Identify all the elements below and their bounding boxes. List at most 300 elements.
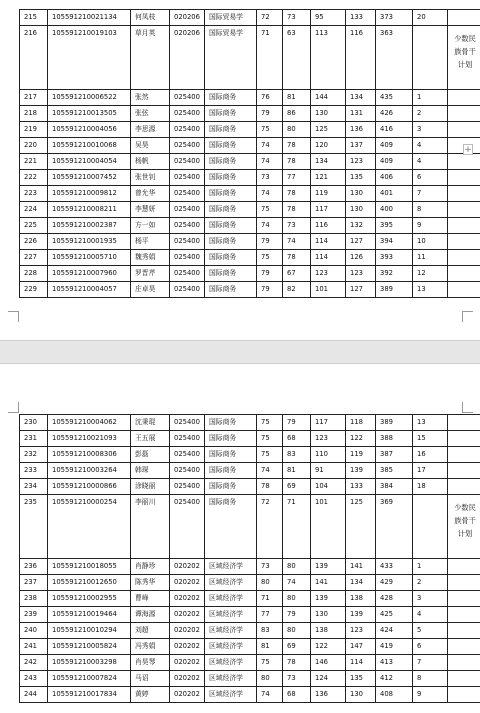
- cell-s2: 69: [283, 479, 311, 495]
- cell-major: 国际商务: [205, 234, 257, 250]
- cell-s1: 74: [257, 154, 283, 170]
- cell-no: 241: [20, 639, 48, 655]
- cell-code: 025400: [170, 463, 205, 479]
- cell-rank: 8: [413, 671, 448, 687]
- table-row: [20, 138, 480, 154]
- cell-no: 227: [20, 250, 48, 266]
- cell-s2: 83: [283, 447, 311, 463]
- cell-note: 少数民族骨干计划: [448, 495, 480, 559]
- cell-id: 105591210004056: [48, 122, 131, 138]
- cell-id: 105591210006522: [48, 90, 131, 106]
- cell-name: 肖昊琴: [131, 655, 170, 671]
- cell-major: 国际商务: [205, 479, 257, 495]
- cell-total: 435: [376, 90, 413, 106]
- cell-id: 105591210004054: [48, 154, 131, 170]
- cell-note: [448, 106, 480, 122]
- cell-major: 国际商务: [205, 186, 257, 202]
- cell-code: 025400: [170, 154, 205, 170]
- cell-code: 025400: [170, 266, 205, 282]
- cell-total: 401: [376, 186, 413, 202]
- cell-note: [448, 575, 480, 591]
- cell-rank: 13: [413, 415, 448, 431]
- cell-s2: 73: [283, 218, 311, 234]
- table-row: [20, 623, 480, 639]
- cell-name: 李思源: [131, 122, 170, 138]
- cell-s4: 114: [346, 655, 376, 671]
- cell-id: 105591210000866: [48, 479, 131, 495]
- cell-name: 张世钊: [131, 170, 170, 186]
- cell-major: 国际商务: [205, 106, 257, 122]
- cell-s1: 77: [257, 607, 283, 623]
- cell-total: 385: [376, 463, 413, 479]
- cell-s3: 114: [311, 234, 346, 250]
- cell-note: [448, 250, 480, 266]
- cell-s3: 121: [311, 170, 346, 186]
- cell-rank: 7: [413, 186, 448, 202]
- cell-s2: 78: [283, 655, 311, 671]
- page-corner-mark: [8, 402, 19, 413]
- cell-s2: 78: [283, 138, 311, 154]
- cell-major: 国际商务: [205, 495, 257, 559]
- cell-rank: 7: [413, 655, 448, 671]
- cell-name: 方一如: [131, 218, 170, 234]
- cell-major: 国际商务: [205, 218, 257, 234]
- cell-name: 何凤枝: [131, 10, 170, 26]
- cell-total: 388: [376, 431, 413, 447]
- cell-s4: 131: [346, 106, 376, 122]
- cell-id: 105591210001935: [48, 234, 131, 250]
- cell-s4: 133: [346, 10, 376, 26]
- cell-name: 庄卓昊: [131, 282, 170, 298]
- table-row: [20, 202, 480, 218]
- cell-s2: 78: [283, 202, 311, 218]
- document-page-2: [0, 364, 480, 713]
- cell-note: [448, 447, 480, 463]
- cell-id: 105591210004062: [48, 415, 131, 431]
- cell-name: 吴昊: [131, 138, 170, 154]
- cell-s2: 81: [283, 90, 311, 106]
- cell-note: [448, 655, 480, 671]
- table-row: [20, 479, 480, 495]
- cell-s2: 74: [283, 575, 311, 591]
- cell-id: 105591210010068: [48, 138, 131, 154]
- cell-s1: 73: [257, 170, 283, 186]
- cell-rank: 13: [413, 282, 448, 298]
- cell-major: 国际商务: [205, 431, 257, 447]
- cell-name: 王五展: [131, 431, 170, 447]
- cell-total: 428: [376, 591, 413, 607]
- cell-code: 020202: [170, 559, 205, 575]
- cell-rank: 9: [413, 687, 448, 703]
- cell-code: 020202: [170, 655, 205, 671]
- cell-code: 020202: [170, 607, 205, 623]
- cell-s4: 118: [346, 415, 376, 431]
- cell-note: [448, 463, 480, 479]
- cell-name: 曾允华: [131, 186, 170, 202]
- cell-major: 区域经济学: [205, 607, 257, 623]
- cell-s1: 75: [257, 202, 283, 218]
- cell-s2: 74: [283, 234, 311, 250]
- cell-code: 025400: [170, 122, 205, 138]
- cell-rank: 1: [413, 90, 448, 106]
- cell-s1: 72: [257, 495, 283, 559]
- cell-code: 020202: [170, 575, 205, 591]
- cell-s3: 124: [311, 671, 346, 687]
- cell-total: 389: [376, 415, 413, 431]
- cell-no: 218: [20, 106, 48, 122]
- cell-no: 244: [20, 687, 48, 703]
- cell-s4: 130: [346, 687, 376, 703]
- cell-total: 424: [376, 623, 413, 639]
- cell-name: 杨平: [131, 234, 170, 250]
- cell-s4: 119: [346, 447, 376, 463]
- cell-major: 国际贸易学: [205, 10, 257, 26]
- cell-s3: 123: [311, 266, 346, 282]
- cell-s1: 81: [257, 639, 283, 655]
- cell-total: 392: [376, 266, 413, 282]
- cell-code: 025400: [170, 495, 205, 559]
- cell-s3: 134: [311, 154, 346, 170]
- cell-rank: 9: [413, 218, 448, 234]
- cell-id: 105591210008211: [48, 202, 131, 218]
- cell-id: 105591210008306: [48, 447, 131, 463]
- cell-major: 国际商务: [205, 447, 257, 463]
- cell-s3: 113: [311, 26, 346, 90]
- cell-total: 363: [376, 26, 413, 90]
- score-table-page-1: [19, 9, 480, 298]
- cell-major: 国际商务: [205, 282, 257, 298]
- cell-no: 222: [20, 170, 48, 186]
- cell-s4: 130: [346, 202, 376, 218]
- cell-name: 陈秀华: [131, 575, 170, 591]
- cell-s2: 68: [283, 687, 311, 703]
- cell-name: 张弦: [131, 106, 170, 122]
- cell-id: 105591210003264: [48, 463, 131, 479]
- cell-no: 234: [20, 479, 48, 495]
- cell-name: 彭磊: [131, 447, 170, 463]
- cell-total: 369: [376, 495, 413, 559]
- table-row: [20, 655, 480, 671]
- cell-s4: 136: [346, 122, 376, 138]
- cell-major: 国际商务: [205, 250, 257, 266]
- cell-rank: 6: [413, 170, 448, 186]
- cell-s3: 122: [311, 639, 346, 655]
- cell-s4: 135: [346, 671, 376, 687]
- cell-note: [448, 415, 480, 431]
- cell-id: 105591210010294: [48, 623, 131, 639]
- cell-major: 区域经济学: [205, 687, 257, 703]
- cell-no: 243: [20, 671, 48, 687]
- cell-id: 105591210009812: [48, 186, 131, 202]
- cell-s2: 80: [283, 559, 311, 575]
- cell-no: 230: [20, 415, 48, 431]
- cell-note: [448, 218, 480, 234]
- cell-no: 225: [20, 218, 48, 234]
- cell-major: 国际商务: [205, 202, 257, 218]
- cell-code: 025400: [170, 250, 205, 266]
- cell-note: [448, 154, 480, 170]
- cell-name: 谭海源: [131, 607, 170, 623]
- cell-id: 105591210018055: [48, 559, 131, 575]
- cell-rank: 16: [413, 447, 448, 463]
- cell-note: [448, 234, 480, 250]
- cell-s3: 130: [311, 607, 346, 623]
- cell-code: 025400: [170, 234, 205, 250]
- cell-id: 105591210021093: [48, 431, 131, 447]
- cell-total: 429: [376, 575, 413, 591]
- cell-rank: 3: [413, 122, 448, 138]
- cell-total: 408: [376, 687, 413, 703]
- cell-s1: 73: [257, 559, 283, 575]
- cell-s2: 80: [283, 122, 311, 138]
- cell-s2: 78: [283, 186, 311, 202]
- cell-id: 105591210002387: [48, 218, 131, 234]
- cell-s2: 80: [283, 591, 311, 607]
- cell-s1: 74: [257, 687, 283, 703]
- cell-s3: 125: [311, 122, 346, 138]
- table-row: [20, 122, 480, 138]
- cell-s3: 146: [311, 655, 346, 671]
- table-row: [20, 591, 480, 607]
- table-row: [20, 170, 480, 186]
- cell-s2: 81: [283, 463, 311, 479]
- cell-name: 冯秀娟: [131, 639, 170, 655]
- cell-s4: 122: [346, 431, 376, 447]
- cell-id: 105591210003298: [48, 655, 131, 671]
- cell-s2: 73: [283, 671, 311, 687]
- cell-code: 025400: [170, 138, 205, 154]
- cell-rank: 4: [413, 607, 448, 623]
- cell-major: 国际贸易学: [205, 26, 257, 90]
- cell-s1: 72: [257, 10, 283, 26]
- cell-note: [448, 90, 480, 106]
- table-row: [20, 26, 480, 90]
- cell-total: 389: [376, 282, 413, 298]
- cell-s4: 134: [346, 90, 376, 106]
- cell-s3: 116: [311, 218, 346, 234]
- cell-s4: 116: [346, 26, 376, 90]
- cell-note: 少数民族骨干计划: [448, 26, 480, 90]
- cell-s1: 75: [257, 431, 283, 447]
- cell-s1: 74: [257, 186, 283, 202]
- cell-name: 魏秀娟: [131, 250, 170, 266]
- cell-name: 张然: [131, 90, 170, 106]
- cell-s3: 119: [311, 186, 346, 202]
- cell-s2: 68: [283, 431, 311, 447]
- cell-s3: 141: [311, 575, 346, 591]
- cell-s1: 79: [257, 266, 283, 282]
- table-row: [20, 575, 480, 591]
- cell-id: 105591210002955: [48, 591, 131, 607]
- table-row: [20, 607, 480, 623]
- cell-s3: 139: [311, 591, 346, 607]
- cell-s3: 91: [311, 463, 346, 479]
- cell-s4: 126: [346, 250, 376, 266]
- cell-s3: 117: [311, 202, 346, 218]
- cell-s1: 75: [257, 655, 283, 671]
- cell-s3: 136: [311, 687, 346, 703]
- cell-s1: 78: [257, 479, 283, 495]
- cell-s4: 139: [346, 607, 376, 623]
- cell-code: 025400: [170, 415, 205, 431]
- cell-id: 105591210007452: [48, 170, 131, 186]
- cell-no: 231: [20, 431, 48, 447]
- cell-major: 国际商务: [205, 90, 257, 106]
- cell-s3: 101: [311, 282, 346, 298]
- cell-name: 刘超: [131, 623, 170, 639]
- cell-s4: 127: [346, 234, 376, 250]
- cell-note: [448, 170, 480, 186]
- cell-s1: 75: [257, 415, 283, 431]
- cell-total: 425: [376, 607, 413, 623]
- cell-major: 区域经济学: [205, 623, 257, 639]
- cell-total: 394: [376, 234, 413, 250]
- cell-major: 国际商务: [205, 463, 257, 479]
- cell-s4: 130: [346, 186, 376, 202]
- cell-total: 400: [376, 202, 413, 218]
- cell-s1: 79: [257, 234, 283, 250]
- cell-total: 387: [376, 447, 413, 463]
- cell-s2: 82: [283, 282, 311, 298]
- table-row: [20, 154, 480, 170]
- cell-code: 020206: [170, 10, 205, 26]
- cell-major: 区域经济学: [205, 575, 257, 591]
- table-row: [20, 463, 480, 479]
- cell-id: 105591210013505: [48, 106, 131, 122]
- cell-rank: 18: [413, 479, 448, 495]
- cell-rank: [413, 26, 448, 90]
- cell-note: [448, 559, 480, 575]
- cell-code: 025400: [170, 218, 205, 234]
- cell-code: 025400: [170, 186, 205, 202]
- cell-id: 105591210007824: [48, 671, 131, 687]
- cell-no: 233: [20, 463, 48, 479]
- document-page-1: [0, 0, 480, 340]
- cell-rank: 20: [413, 10, 448, 26]
- cell-s2: 79: [283, 607, 311, 623]
- cell-s2: 78: [283, 250, 311, 266]
- cell-s2: 63: [283, 26, 311, 90]
- cell-code: 025400: [170, 479, 205, 495]
- cell-rank: 4: [413, 154, 448, 170]
- cell-major: 国际商务: [205, 415, 257, 431]
- cell-no: 215: [20, 10, 48, 26]
- cell-s1: 80: [257, 671, 283, 687]
- cell-s1: 71: [257, 26, 283, 90]
- cell-s2: 79: [283, 415, 311, 431]
- cell-total: 393: [376, 250, 413, 266]
- cell-s4: 127: [346, 282, 376, 298]
- cell-note: [448, 282, 480, 298]
- cell-rank: 6: [413, 639, 448, 655]
- cell-no: 238: [20, 591, 48, 607]
- cell-total: 413: [376, 655, 413, 671]
- table-row: [20, 431, 480, 447]
- page-gap: [0, 340, 480, 364]
- cell-no: 219: [20, 122, 48, 138]
- score-table-page-2: [19, 414, 480, 703]
- cell-rank: 1: [413, 559, 448, 575]
- cell-total: 412: [376, 671, 413, 687]
- cell-s2: 86: [283, 106, 311, 122]
- cell-total: 409: [376, 154, 413, 170]
- table-row: [20, 687, 480, 703]
- cell-name: 杨帆: [131, 154, 170, 170]
- cell-no: 220: [20, 138, 48, 154]
- cell-s1: 79: [257, 106, 283, 122]
- cell-total: 419: [376, 639, 413, 655]
- cell-no: 223: [20, 186, 48, 202]
- cell-rank: [413, 495, 448, 559]
- table-row: [20, 495, 480, 559]
- cell-note: [448, 122, 480, 138]
- cell-note: [448, 10, 480, 26]
- cell-id: 105591210007960: [48, 266, 131, 282]
- cell-total: 426: [376, 106, 413, 122]
- cell-note: [448, 202, 480, 218]
- cell-total: 406: [376, 170, 413, 186]
- cell-no: 221: [20, 154, 48, 170]
- cell-total: 384: [376, 479, 413, 495]
- cell-id: 105591210005824: [48, 639, 131, 655]
- cell-id: 105591210017834: [48, 687, 131, 703]
- cell-id: 105591210005710: [48, 250, 131, 266]
- cell-s4: 138: [346, 591, 376, 607]
- cell-total: 395: [376, 218, 413, 234]
- cell-name: 罗晋芹: [131, 266, 170, 282]
- cell-no: 235: [20, 495, 48, 559]
- cell-rank: 2: [413, 106, 448, 122]
- cell-name: 马诏: [131, 671, 170, 687]
- cell-no: 217: [20, 90, 48, 106]
- cell-code: 020202: [170, 671, 205, 687]
- cell-s1: 75: [257, 250, 283, 266]
- cell-code: 025400: [170, 90, 205, 106]
- cell-code: 025400: [170, 170, 205, 186]
- cell-note: [448, 687, 480, 703]
- table-row: [20, 250, 480, 266]
- cell-s2: 71: [283, 495, 311, 559]
- cell-name: 肖静珍: [131, 559, 170, 575]
- cell-rank: 3: [413, 591, 448, 607]
- cell-rank: 2: [413, 575, 448, 591]
- page-corner-mark: [8, 311, 19, 322]
- cell-s1: 76: [257, 90, 283, 106]
- cell-rank: 12: [413, 266, 448, 282]
- cell-id: 105591210004057: [48, 282, 131, 298]
- cell-s3: 139: [311, 559, 346, 575]
- cell-s1: 79: [257, 282, 283, 298]
- cell-no: 237: [20, 575, 48, 591]
- cell-no: 239: [20, 607, 48, 623]
- cell-s3: 144: [311, 90, 346, 106]
- cell-total: 409: [376, 138, 413, 154]
- cell-s4: 132: [346, 218, 376, 234]
- cell-major: 区域经济学: [205, 559, 257, 575]
- table-row: [20, 266, 480, 282]
- cell-no: 224: [20, 202, 48, 218]
- cell-s2: 73: [283, 10, 311, 26]
- cell-code: 020202: [170, 639, 205, 655]
- cell-code: 020206: [170, 26, 205, 90]
- cell-code: 020202: [170, 687, 205, 703]
- cell-code: 025400: [170, 106, 205, 122]
- add-row-button[interactable]: +: [464, 145, 472, 155]
- cell-total: 433: [376, 559, 413, 575]
- table-row: [20, 218, 480, 234]
- cell-s3: 138: [311, 623, 346, 639]
- cell-s1: 75: [257, 447, 283, 463]
